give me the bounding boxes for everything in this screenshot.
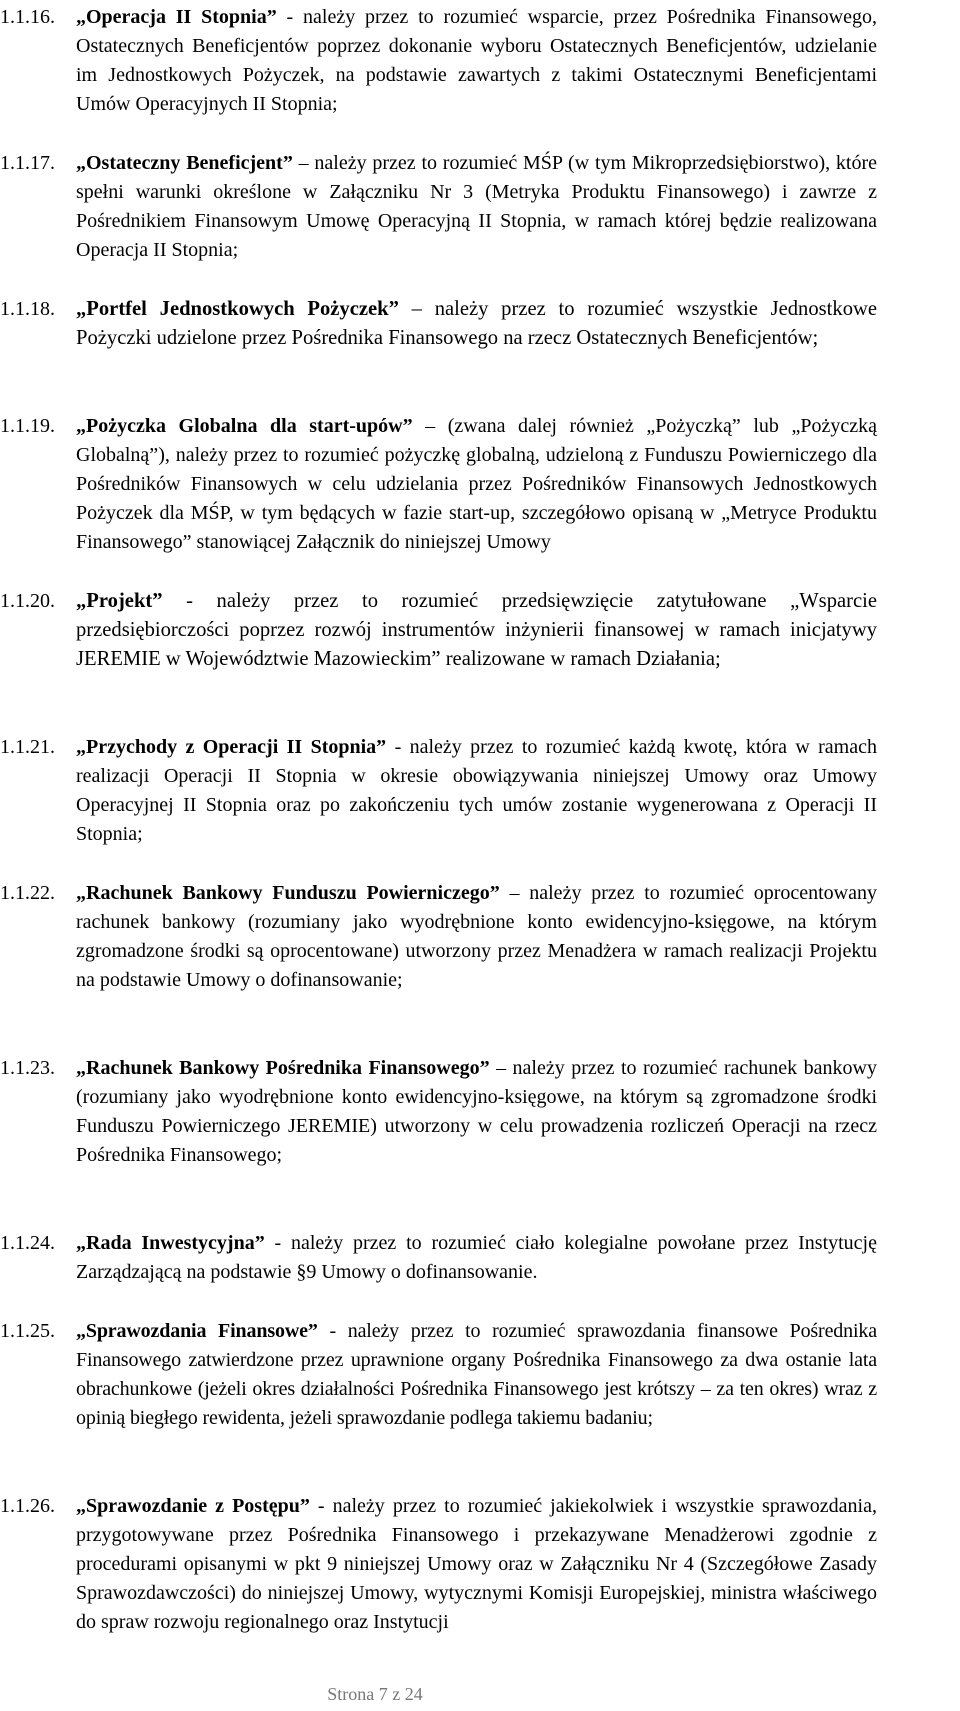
- definition-text: [76, 1229, 877, 1287]
- definition-body: – należy przez to rozumieć MŚP (w tym Mikroprzedsiębiorstwo), które spełni warunki określone w Załączniku Nr 3 (Metryka Produktu Finansowego) i zawrze z Pośrednikiem Finansowym Umowę Operacyjną II Stopnia, w ramach której będzie realizowana Operacja II Stopnia;: [76, 152, 878, 261]
- definition-term: „Projekt”: [76, 590, 163, 612]
- definition-term: „Portfel Jednostkowych Pożyczek”: [76, 298, 399, 320]
- definition-number: 1.1.26.: [0, 1495, 55, 1517]
- definition-text: [76, 1317, 877, 1433]
- definition-number: 1.1.19.: [0, 415, 55, 437]
- definition-body: - należy przez to rozumieć sprawozdania finansowe Pośrednika Finansowego zatwierdzone przez uprawnione organy Pośrednika Finansowego za dwa ostanie lata obrachunkowe (jeżeli okres działalności Pośrednika Finansowego jest krótszy – za ten okres) wraz z opinią biegłego rewidenta, jeżeli sprawozdanie podlega takiemu badaniu;: [76, 1320, 877, 1429]
- definition-text: [76, 733, 877, 849]
- definition-body: – należy przez to rozumieć rachunek bankowy (rozumiany jako wyodrębnione konto ewidencyjno-księgowe, na którym są zgromadzone środki Funduszu Powierniczego JEREMIE) utworzony w celu prowadzenia rozliczeń Operacji na rzecz Pośrednika Finansowego;: [76, 1057, 877, 1166]
- definition-text: [76, 412, 877, 557]
- definition-body: - należy przez to rozumieć jakiekolwiek i wszystkie sprawozdania, przygotowywane przez Pośrednika Finansowego i przekazywane Menadżerowi zgodnie z procedurami opisanymi w pkt 9 niniejszej Umowy oraz w Załączniku Nr 4 (Szczegółowe Zasady Sprawozdawczości) do niniejszej Umowy, wytycznymi Komisji Europejskiej, ministra właściwego do spraw rozwoju regionalnego oraz Instytucji: [76, 1495, 877, 1633]
- definition-term: „Przychody z Operacji II Stopnia”: [76, 736, 387, 758]
- definition-term: „Pożyczka Globalna dla start-upów”: [76, 415, 413, 437]
- definition-text: [76, 295, 877, 353]
- definition-term: „Sprawozdanie z Postępu”: [76, 1495, 310, 1517]
- definition-number: 1.1.22.: [0, 882, 55, 904]
- definition-body: - należy przez to rozumieć ciało kolegialne powołane przez Instytucję Zarządzającą na podstawie §9 Umowy o dofinansowanie.: [76, 1232, 877, 1283]
- definition-text: [76, 879, 877, 995]
- definition-number: 1.1.18.: [0, 298, 55, 320]
- definition-term: „Operacja II Stopnia”: [76, 6, 277, 28]
- definition-number: 1.1.24.: [0, 1232, 55, 1254]
- definition-number: 1.1.21.: [0, 736, 55, 758]
- definition-text: [76, 3, 877, 119]
- definition-term: „Rachunek Bankowy Pośrednika Finansowego”: [76, 1057, 490, 1079]
- definition-body: – należy przez to rozumieć wszystkie Jednostkowe Pożyczki udzielone przez Pośrednika Finansowego na rzecz Ostatecznych Beneficjentów;: [76, 298, 877, 349]
- definition-body: - należy przez to rozumieć przedsięwzięcie zatytułowane „Wsparcie przedsiębiorczości poprzez rozwój instrumentów inżynierii finansowej w ramach inicjatywy JEREMIE w Województwie Mazowieckim” realizowane w ramach Działania;: [76, 590, 877, 670]
- definition-text: [76, 1492, 877, 1637]
- definition-body: – należy przez to rozumieć oprocentowany rachunek bankowy (rozumiany jako wyodrębnione konto ewidencyjno-księgowe, na którym zgromadzone środki są oprocentowane) utworzony przez Menadżera w ramach realizacji Projektu na podstawie Umowy o dofinansowanie;: [76, 882, 877, 991]
- definition-text: [76, 587, 877, 674]
- definition-body: – (zwana dalej również „Pożyczką” lub „Pożyczką Globalną”), należy przez to rozumieć pożyczkę globalną, udzieloną z Funduszu Powierniczego dla Pośredników Finansowych w celu udzielania przez Pośredników Finansowych Jednostkowych Pożyczek dla MŚP, w tym będących w fazie start-up, szczegółowo opisaną w „Metryce Produktu Finansowego” stanowiącej Załącznik do niniejszej Umowy: [76, 415, 877, 553]
- definition-term: „Rada Inwestycyjna”: [76, 1232, 265, 1254]
- definition-term: „Sprawozdania Finansowe”: [76, 1320, 318, 1342]
- definition-term: „Rachunek Bankowy Funduszu Powierniczego”: [76, 882, 500, 904]
- definition-body: - należy przez to rozumieć wsparcie, przez Pośrednika Finansowego, Ostatecznych Beneficjentów poprzez dokonanie wyboru Ostatecznych Beneficjentów, udzielanie im Jednostkowych Pożyczek, na podstawie zawartych z takimi Ostatecznymi Beneficjentami Umów Operacyjnych II Stopnia;: [76, 6, 877, 115]
- definition-number: 1.1.17.: [0, 152, 55, 174]
- definition-number: 1.1.20.: [0, 590, 55, 612]
- definition-number: 1.1.16.: [0, 6, 55, 28]
- definition-term: „Ostateczny Beneficjent”: [76, 152, 293, 174]
- page-number-footer: Strona 7 z 24: [327, 1684, 423, 1704]
- definition-text: [76, 1054, 877, 1170]
- definition-text: [76, 149, 877, 265]
- definition-body: - należy przez to rozumieć każdą kwotę, która w ramach realizacji Operacji II Stopnia w okresie obowiązywania niniejszej Umowy oraz Umowy Operacyjnej II Stopnia oraz po zakończeniu tych umów zostanie wygenerowana z Operacji II Stopnia;: [76, 736, 877, 845]
- definition-number: 1.1.23.: [0, 1057, 55, 1079]
- definition-number: 1.1.25.: [0, 1320, 55, 1342]
